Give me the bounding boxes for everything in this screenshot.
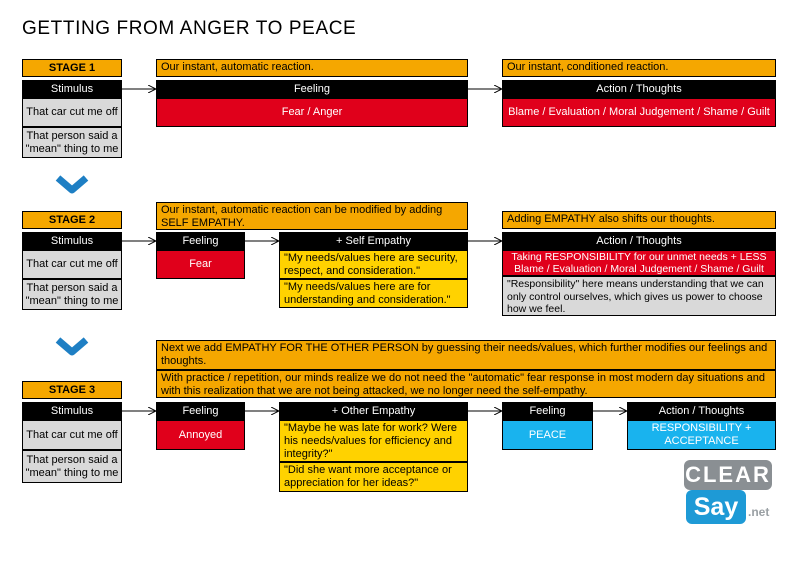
stage-2-stimulus-2: That person said a "mean" thing to me [22, 279, 122, 310]
stage-3-label: STAGE 3 [22, 381, 122, 399]
stage-3-action-value: RESPONSIBILITY + ACCEPTANCE [627, 420, 776, 450]
stage-2-feeling-value: Fear [156, 250, 245, 279]
stage-1-feeling-header: Feeling [156, 80, 468, 98]
stage-3-stimulus-header: Stimulus [22, 402, 122, 420]
stage-3-feeling-header: Feeling [156, 402, 245, 420]
stage-3-feeling2-header: Feeling [502, 402, 593, 420]
stage-1-label: STAGE 1 [22, 59, 122, 77]
logo-net: .net [748, 505, 770, 519]
logo-say: Say [686, 490, 746, 524]
stage-3-empathy-1: "Maybe he was late for work? Were his needs/values for efficiency and integrity?" [279, 420, 468, 462]
stage-2-action-value: Taking RESPONSIBILITY for our unmet needs + LESS Blame / Evaluation / Moral Judgement / Shame / Guilt [502, 250, 776, 276]
logo-clear: CLEAR [684, 460, 772, 490]
stage-1-stimulus-2: That person said a "mean" thing to me [22, 127, 122, 158]
stage-3-empathy-2: "Did she want more acceptance or appreciation for her ideas?" [279, 462, 468, 492]
stage-2-stimulus-1: That car cut me off [22, 250, 122, 279]
stage-2-empathy-header: + Self Empathy [279, 232, 468, 250]
stage-1-action-value: Blame / Evaluation / Moral Judgement / Shame / Guilt [502, 98, 776, 127]
stage-1-action-header: Action / Thoughts [502, 80, 776, 98]
stage-2-empathy-1: "My needs/values here are security, respect, and consideration." [279, 250, 468, 279]
stage-1-feeling-value: Fear / Anger [156, 98, 468, 127]
stage-3-empathy-header: + Other Empathy [279, 402, 468, 420]
stage-3-feeling-value: Annoyed [156, 420, 245, 450]
stage-2-action-header: Action / Thoughts [502, 232, 776, 250]
stage-2-self-empathy-note: Our instant, automatic reaction can be modified by adding SELF EMPATHY. [156, 202, 468, 230]
chevron-down-icon [58, 178, 86, 190]
stage-3-other-empathy-note: Next we add EMPATHY FOR THE OTHER PERSON by guessing their needs/values, which further modifies our feelings and thoughts. [156, 340, 776, 370]
chevron-down-icon [58, 340, 86, 352]
stage-1-stimulus-1: That car cut me off [22, 98, 122, 127]
stage-3-action-header: Action / Thoughts [627, 402, 776, 420]
stage-2-feeling-header: Feeling [156, 232, 245, 250]
stage-2-action-note-detail: "Responsibility" here means understanding that we can only control ourselves, which gives us power to choose how we feel. [502, 276, 776, 316]
stage-2-action-note: Adding EMPATHY also shifts our thoughts. [502, 211, 776, 229]
stage-3-feeling2-value: PEACE [502, 420, 593, 450]
stage-3-stimulus-2: That person said a "mean" thing to me [22, 450, 122, 483]
stage-1-stimulus-header: Stimulus [22, 80, 122, 98]
stage-2-label: STAGE 2 [22, 211, 122, 229]
stage-2-stimulus-header: Stimulus [22, 232, 122, 250]
stage-3-practice-note: With practice / repetition, our minds realize we do not need the "automatic" fear response in most modern day situations and with this realization that we are not being attacked, we no longer need the self-empathy. [156, 370, 776, 398]
page-title: GETTING FROM ANGER TO PEACE [22, 18, 357, 39]
stage-2-empathy-2: "My needs/values here are for understanding and consideration." [279, 279, 468, 308]
stage-1-feeling-note: Our instant, automatic reaction. [156, 59, 468, 77]
stage-1-action-note: Our instant, conditioned reaction. [502, 59, 776, 77]
stage-3-stimulus-1: That car cut me off [22, 420, 122, 450]
